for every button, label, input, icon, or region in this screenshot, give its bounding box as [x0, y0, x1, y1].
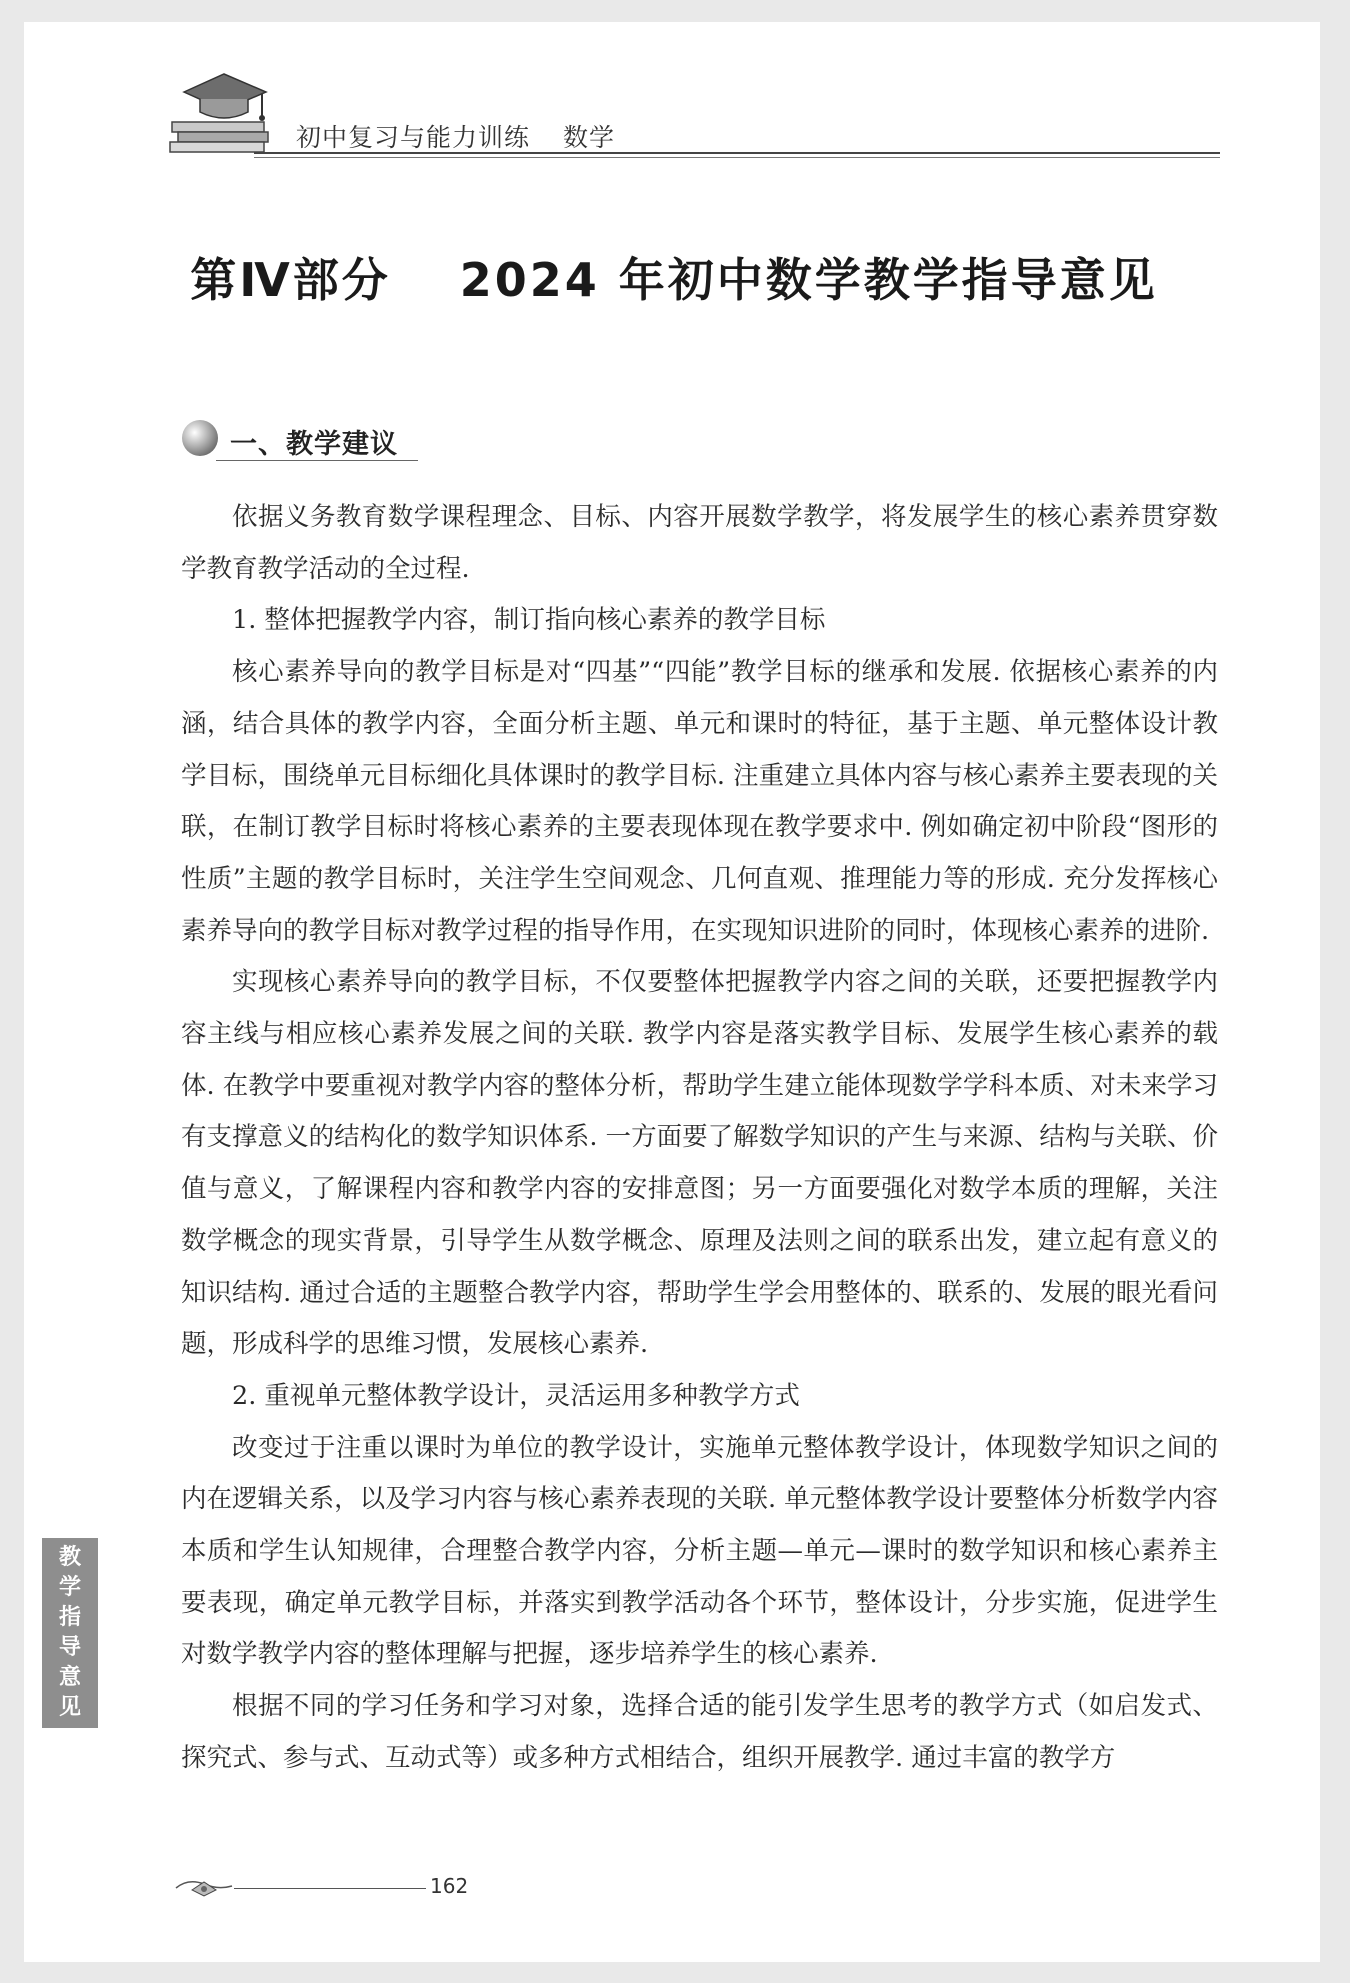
footer-divider — [234, 1888, 426, 1889]
paragraph: 核心素养导向的教学目标是对“四基”“四能”教学目标的继承和发展. 依据核心素养的内涵，结合具体的教学内容，全面分析主题、单元和课时的特征，基于主题、单元整体设计教学目标，围绕单元目标细化具体课时的教学目标. 注重建立具体内容与核心素养主要表现的关联，在制订教学目标时将核心素养的主要表现体现在教学要求中. 例如确定初中阶段“图形的性质”主题的教学目标时，关注学生空间观念、几何直观、推理能力等的形成. 充分发挥核心素养导向的教学目标对教学过程的指导作用，在实现知识进阶的同时，体现核心素养的进阶. — [181, 657, 1218, 946]
side-tab-char: 教 — [58, 1545, 81, 1570]
title-main: 2024 年初中数学教学指导意见 — [459, 253, 1158, 307]
subheading: 2. 重视单元整体教学设计，灵活运用多种教学方式 — [232, 1380, 800, 1411]
side-tab-char: 见 — [58, 1695, 81, 1720]
page-title — [174, 244, 1174, 310]
body-text — [181, 492, 1218, 1785]
side-tab-char: 学 — [58, 1575, 81, 1600]
books-stack-icon — [166, 66, 276, 156]
paragraph: 实现核心素养导向的教学目标，不仅要整体把握教学内容之间的关联，还要把握教学内容主线与相应核心素养发展之间的关联. 教学内容是落实教学目标、发展学生核心素养的载体. 在教学中要重视对教学内容的整体分析，帮助学生建立能体现数学学科本质、对未来学习有支撑意义的结构化的数学知识体系. 一方面要了解数学知识的产生与来源、结构与关联、价值与意义，了解课程内容和教学内容的安排意图；另一方面要强化对数学本质的理解，关注数学概念的现实背景，引导学生从数学概念、原理及法则之间的联系出发，建立起有意义的知识结构. 通过合适的主题整合教学内容，帮助学生学会用整体的、联系的、发展的眼光看问题，形成科学的思维习惯，发展核心素养. — [181, 967, 1218, 1360]
side-tab-char: 指 — [58, 1605, 81, 1630]
section-underline — [216, 460, 418, 461]
book-title: 初中复习与能力训练 — [296, 123, 531, 152]
side-tab-char: 导 — [58, 1635, 81, 1660]
subject-label: 数学 — [562, 123, 615, 152]
part-label: 第Ⅳ部分 — [190, 253, 391, 307]
side-tab-char: 意 — [58, 1665, 81, 1690]
section-bullet-icon — [182, 420, 218, 456]
section-heading: 一、教学建议 — [230, 429, 398, 460]
page — [24, 22, 1320, 1962]
paragraph: 根据不同的学习任务和学习对象，选择合适的能引发学生思考的教学方式（如启发式、探究式、参与式、互动式等）或多种方式相结合，组织开展教学. 通过丰富的教学方 — [181, 1691, 1218, 1773]
paragraph: 改变过于注重以课时为单位的教学设计，实施单元整体教学设计，体现数学知识之间的内在逻辑关系，以及学习内容与核心素养表现的关联. 单元整体教学设计要整体分析数学内容本质和学生认知规律，合理整合教学内容，分析主题—单元—课时的数学知识和核心素养主要表现，确定单元教学目标，并落实到教学活动各个环节，整体设计，分步实施，促进学生对数学教学内容的整体理解与把握，逐步培养学生的核心素养. — [181, 1432, 1218, 1670]
paragraph: 依据义务教育数学课程理念、目标、内容开展数学教学，将发展学生的核心素养贯穿数学教育教学活动的全过程. — [181, 502, 1218, 584]
page-number: 162 — [430, 1874, 469, 1898]
subheading: 1. 整体把握教学内容，制订指向核心素养的教学目标 — [232, 605, 826, 636]
side-tab — [42, 1538, 98, 1728]
header-divider-thin — [254, 157, 1220, 158]
running-header — [296, 118, 615, 154]
footer-ornament-icon — [174, 1874, 234, 1900]
header-divider — [254, 152, 1220, 154]
